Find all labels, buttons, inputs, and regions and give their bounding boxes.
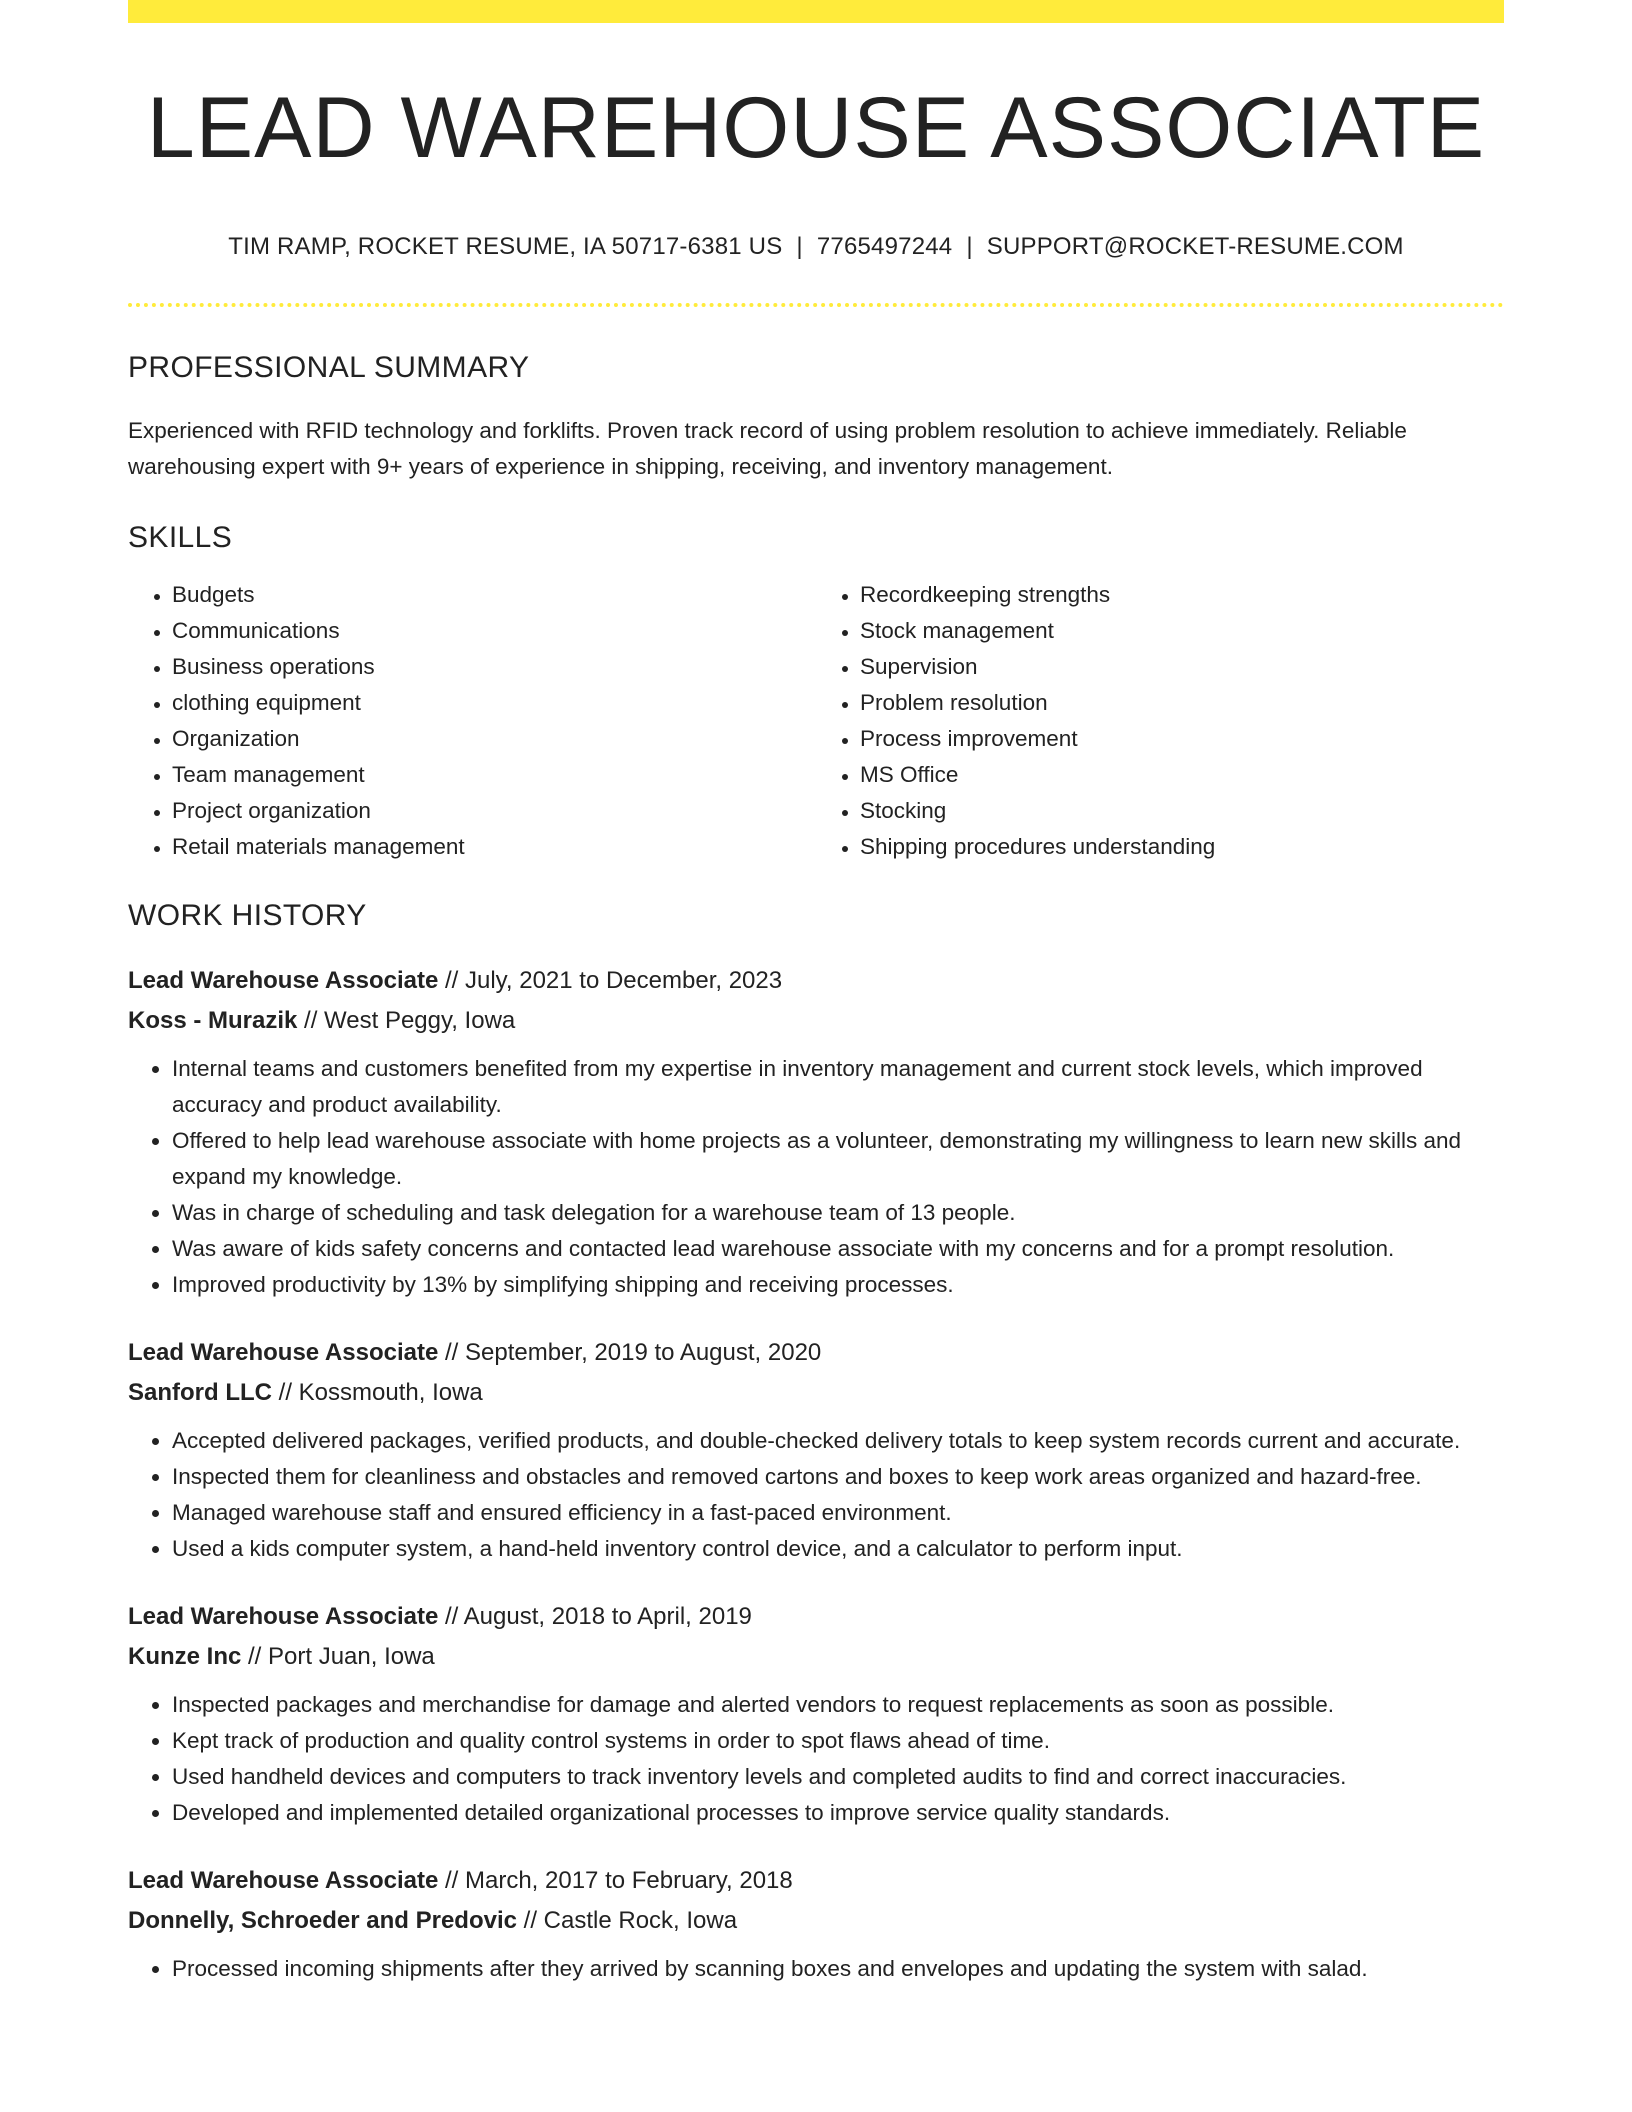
skill-item: • Problem resolution	[860, 685, 1504, 721]
job-role: Lead Warehouse Associate	[128, 1867, 439, 1894]
job-company: Kunze Inc	[128, 1643, 242, 1670]
job-bullets	[128, 1687, 1504, 1831]
skill-item: • Project organization	[172, 793, 816, 829]
skill-item: • Business operations	[172, 649, 816, 685]
skill-item: • Shipping procedures understanding	[860, 829, 1504, 865]
skill-item: • Budgets	[172, 577, 816, 613]
skills-list	[128, 577, 1504, 865]
skill-item: • Retail materials management	[172, 829, 816, 865]
resume-title: LEAD WAREHOUSE ASSOCIATE	[146, 80, 1486, 176]
contact-separator: |	[966, 233, 973, 260]
job-bullet: • Accepted delivered packages, verified products, and double-checked delivery totals to keep system records current and accurate.	[172, 1423, 1504, 1459]
job-bullets	[128, 1423, 1504, 1567]
skill-item: • Organization	[172, 721, 816, 757]
job-company-line	[128, 1001, 1504, 1041]
skill-item: • Process improvement	[860, 721, 1504, 757]
skill-item: • Communications	[172, 613, 816, 649]
job-bullet: • Improved productivity by 13% by simplifying shipping and receiving processes.	[172, 1267, 1504, 1303]
contact-separator: |	[796, 233, 803, 260]
job-entry	[128, 1861, 1504, 1987]
resume-page	[128, 0, 1504, 1987]
job-bullet: • Was aware of kids safety concerns and contacted lead warehouse associate with my concerns and for a prompt resolution.	[172, 1231, 1504, 1267]
job-location: // Castle Rock, Iowa	[517, 1907, 738, 1934]
contact-phone: 7765497244	[816, 233, 953, 260]
job-dates: // September, 2019 to August, 2020	[438, 1339, 822, 1366]
job-bullets	[128, 1051, 1504, 1303]
job-location: // Port Juan, Iowa	[241, 1643, 435, 1670]
job-company: Donnelly, Schroeder and Predovic	[128, 1907, 517, 1934]
summary-text: Experienced with RFID technology and forklifts. Proven track record of using problem resolution to achieve immediately. Reliable warehousing expert with 9+ years of experience in shipping, receiving, and inventory management.	[128, 418, 1407, 479]
job-bullet: • Inspected them for cleanliness and obstacles and removed cartons and boxes to keep work areas organized and hazard-free.	[172, 1459, 1504, 1495]
dotted-divider	[128, 303, 1504, 307]
job-dates: // July, 2021 to December, 2023	[438, 967, 783, 994]
skill-item: • Stocking	[860, 793, 1504, 829]
job-bullet: • Developed and implemented detailed organizational processes to improve service quality standards.	[172, 1795, 1504, 1831]
job-location: // West Peggy, Iowa	[297, 1007, 516, 1034]
job-title-line	[128, 1597, 1504, 1637]
job-company: Sanford LLC	[128, 1379, 272, 1406]
job-dates: // August, 2018 to April, 2019	[438, 1603, 752, 1630]
skills-column-left	[128, 577, 816, 865]
job-company-line	[128, 1901, 1504, 1941]
contact-line	[128, 233, 1504, 261]
job-title-line	[128, 1861, 1504, 1901]
job-bullet: • Processed incoming shipments after they arrived by scanning boxes and envelopes and updating the system with salad.	[172, 1951, 1504, 1987]
skill-item: • Stock management	[860, 613, 1504, 649]
job-bullets	[128, 1951, 1504, 1987]
job-location: // Kossmouth, Iowa	[272, 1379, 483, 1406]
job-bullet: • Used a kids computer system, a hand-held inventory control device, and a calculator to perform input.	[172, 1531, 1504, 1567]
job-bullet: • Used handheld devices and computers to track inventory levels and completed audits to find and correct inaccuracies.	[172, 1759, 1504, 1795]
contact-email: SUPPORT@ROCKET-RESUME.COM	[986, 233, 1404, 260]
job-role: Lead Warehouse Associate	[128, 1339, 439, 1366]
job-bullet: • Offered to help lead warehouse associate with home projects as a volunteer, demonstrating my willingness to learn new skills and expand my knowledge.	[172, 1123, 1504, 1195]
job-company: Koss - Murazik	[128, 1007, 298, 1034]
job-role: Lead Warehouse Associate	[128, 1603, 439, 1630]
job-entry	[128, 1333, 1504, 1567]
contact-address: TIM RAMP, ROCKET RESUME, IA 50717-6381 US	[228, 233, 783, 260]
skill-item: • Supervision	[860, 649, 1504, 685]
job-title-line	[128, 1333, 1504, 1373]
job-company-line	[128, 1373, 1504, 1413]
skill-item: • Recordkeeping strengths	[860, 577, 1504, 613]
job-dates: // March, 2017 to February, 2018	[438, 1867, 793, 1894]
summary-heading: PROFESSIONAL SUMMARY	[128, 351, 530, 384]
skills-heading: SKILLS	[128, 521, 233, 554]
skills-column-right	[816, 577, 1504, 865]
job-company-line	[128, 1637, 1504, 1677]
job-bullet: • Internal teams and customers benefited from my expertise in inventory management and current stock levels, which improved accuracy and product availability.	[172, 1051, 1504, 1123]
skill-item: • clothing equipment	[172, 685, 816, 721]
top-accent-bar	[128, 0, 1504, 23]
job-role: Lead Warehouse Associate	[128, 967, 439, 994]
job-bullet: • Was in charge of scheduling and task delegation for a warehouse team of 13 people.	[172, 1195, 1504, 1231]
skill-item: • MS Office	[860, 757, 1504, 793]
job-entry	[128, 961, 1504, 1303]
job-bullet: • Kept track of production and quality control systems in order to spot flaws ahead of time.	[172, 1723, 1504, 1759]
work-history-heading: WORK HISTORY	[128, 899, 367, 932]
job-bullet: • Inspected packages and merchandise for damage and alerted vendors to request replacements as soon as possible.	[172, 1687, 1504, 1723]
skill-item: • Team management	[172, 757, 816, 793]
job-bullet: • Managed warehouse staff and ensured efficiency in a fast-paced environment.	[172, 1495, 1504, 1531]
job-entry	[128, 1597, 1504, 1831]
job-title-line	[128, 961, 1504, 1001]
